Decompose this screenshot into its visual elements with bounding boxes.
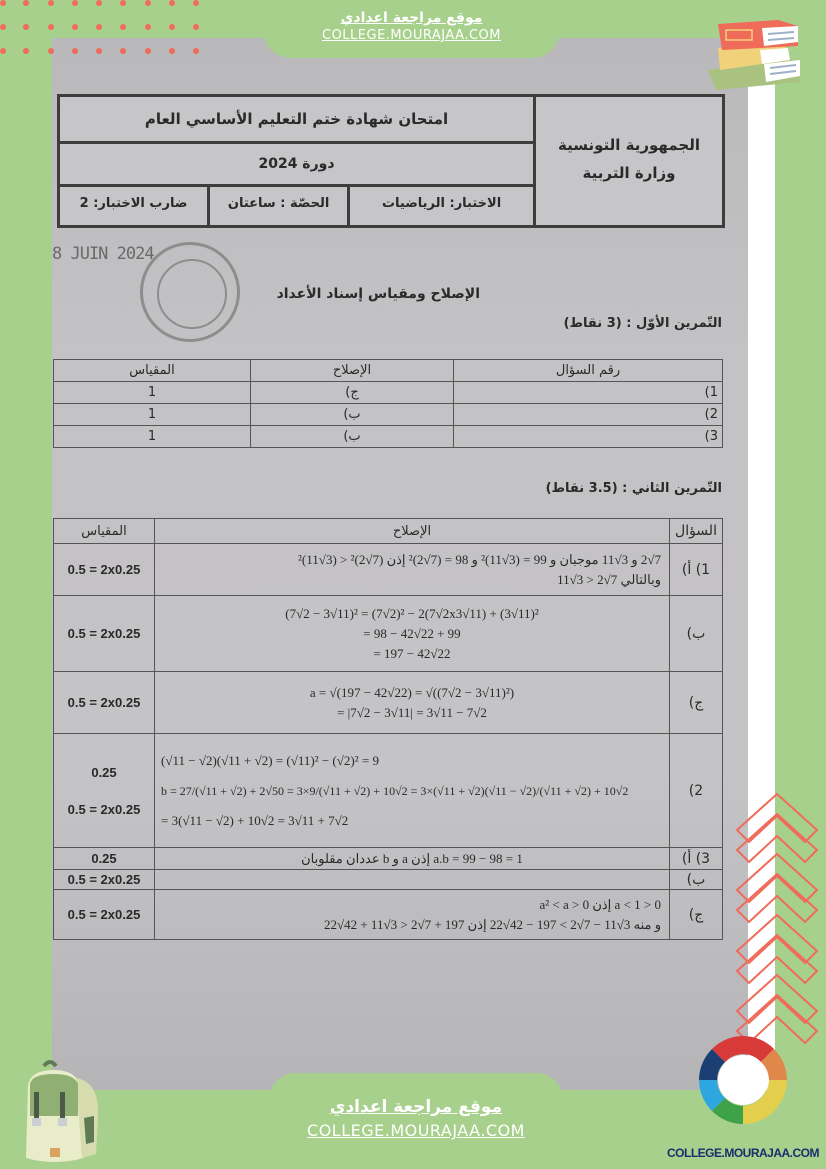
correction-cell	[155, 596, 670, 672]
correction-cell: a.b = 99 − 98 = 1 إذن a و b عددان مقلوبان	[155, 848, 670, 870]
table-row	[54, 596, 723, 672]
column-header: المقياس	[54, 519, 155, 544]
correction-cell	[155, 890, 670, 940]
score-cell: 0.5 = 2x0.25	[54, 890, 155, 940]
exam-subject: الاختبار: الرياضيات	[347, 187, 533, 225]
table-row	[54, 848, 723, 870]
question-number: 3)	[454, 426, 723, 448]
correction-line: و منه 3√11 − 7√2 > 197 − 42√22 إذن 197 + 7√2 < 3√11 + 42√22	[323, 916, 661, 932]
exam-meta-row	[60, 187, 533, 225]
score-cell: 0.25	[54, 848, 155, 870]
exercise1-title: التّمرين الأوّل : (3 نقاط)	[563, 316, 722, 331]
country-label: الجمهورية التونسية	[558, 136, 700, 154]
question-number: ب)	[670, 596, 723, 672]
correction-cell	[155, 672, 670, 734]
table-header-row	[54, 519, 723, 544]
score-line: 0.25	[91, 764, 117, 780]
table-row	[54, 426, 723, 448]
exercise2-title: التّمرين الثاني : (3.5 نقاط)	[545, 481, 722, 496]
correction-line: = 98 − 42√22 + 99	[363, 625, 461, 641]
table-row	[54, 672, 723, 734]
exercise2-table	[53, 518, 723, 940]
exam-header	[57, 94, 725, 228]
question-number: ج)	[670, 890, 723, 940]
column-header: المقياس	[54, 360, 251, 382]
answer-cell: ب)	[251, 404, 454, 426]
backpack-icon	[14, 1058, 110, 1166]
column-header: رقم السؤال	[454, 360, 723, 382]
table-row	[54, 734, 723, 848]
ministry-label: وزارة التربية	[582, 164, 676, 182]
table-row	[54, 404, 723, 426]
score-cell: 1	[54, 382, 251, 404]
correction-line: (7√2 − 3√11)² = (7√2)² − 2(7√2x3√11) + (3√11)²	[285, 605, 539, 621]
column-header: السؤال	[670, 519, 723, 544]
score-cell: 1	[54, 426, 251, 448]
question-number: 1) أ)	[670, 544, 723, 596]
table-row	[54, 870, 723, 890]
books-stack-icon	[704, 12, 804, 94]
table-row	[54, 382, 723, 404]
correction-line: = |7√2 − 3√11| = 3√11 − 7√2	[337, 704, 487, 720]
answer-cell: ب)	[251, 426, 454, 448]
question-number: ب)	[670, 870, 723, 890]
score-cell	[54, 734, 155, 848]
correction-line: وبالتالي 7√2 < 3√11	[557, 571, 661, 587]
question-number: 2)	[454, 404, 723, 426]
score-line: 0.5 = 2x0.25	[67, 801, 141, 817]
table-row	[54, 890, 723, 940]
site-name-arabic[interactable]: موقع مراجعة اعدادي	[329, 1097, 503, 1117]
exam-session: دورة 2024	[60, 144, 533, 187]
site-url-link[interactable]: COLLEGE.MOURAJAA.COM	[307, 1121, 525, 1140]
correction-cell	[155, 870, 670, 890]
column-header: الإصلاح	[155, 519, 670, 544]
correction-line: 7√2 و 3√11 موجبان و 99 = (3√11)² و 98 = (7√2)² إذن (7√2)² < (3√11)²	[298, 551, 661, 567]
subjects-wheel-logo	[696, 1020, 790, 1144]
score-cell: 0.5 = 2x0.25	[54, 596, 155, 672]
logo-url[interactable]: COLLEGE.MOURAJAA.COM	[667, 1146, 819, 1160]
question-number: 1)	[454, 382, 723, 404]
question-number: 2)	[670, 734, 723, 848]
answer-cell: ج)	[251, 382, 454, 404]
question-number: 3) أ)	[670, 848, 723, 870]
correction-line: 0 < a < 1 إذن 0 < a² < a	[539, 896, 661, 912]
correction-line: = 3(√11 − √2) + 10√2 = 3√11 + 7√2	[161, 812, 349, 828]
document-title: الإصلاح ومقياس إسناد الأعداد	[276, 286, 480, 302]
table-header-row	[54, 360, 723, 382]
exam-duration: الحصّة : ساعتان	[207, 187, 347, 225]
stamp-date: 8 JUIN 2024	[52, 244, 154, 264]
score-cell: 0.5 = 2x0.25	[54, 672, 155, 734]
site-banner-top[interactable]	[263, 0, 560, 58]
site-name-arabic[interactable]: موقع مراجعة اعدادي	[340, 10, 483, 26]
issuer-block	[533, 97, 722, 225]
question-number: ج)	[670, 672, 723, 734]
column-header: الإصلاح	[251, 360, 454, 382]
score-cell: 0.5 = 2x0.25	[54, 544, 155, 596]
correction-cell	[155, 544, 670, 596]
correction-cell	[155, 734, 670, 848]
score-cell: 0.5 = 2x0.25	[54, 870, 155, 890]
exam-coefficient: ضارب الاختبار: 2	[79, 196, 188, 211]
site-url-link[interactable]: COLLEGE.MOURAJAA.COM	[322, 28, 501, 43]
site-banner-bottom[interactable]	[268, 1073, 564, 1169]
table-row	[54, 544, 723, 596]
exam-title: امتحان شهادة ختم التعليم الأساسي العام	[60, 97, 533, 144]
exercise1-table	[53, 359, 723, 448]
score-cell: 1	[54, 404, 251, 426]
correction-line: b = 27/(√11 + √2) + 2√50 = 3×9/(√11 + √2) + 10√2 = 3×(√11 + √2)(√11 − √2)/(√11 + √2) + 10√2	[161, 783, 629, 798]
correction-line: = 197 − 42√22	[373, 645, 451, 661]
correction-line: (√11 − √2)(√11 + √2) = (√11)² − (√2)² = 9	[161, 752, 379, 768]
correction-line: a = √(197 − 42√22) = √((7√2 − 3√11)²)	[309, 684, 515, 700]
